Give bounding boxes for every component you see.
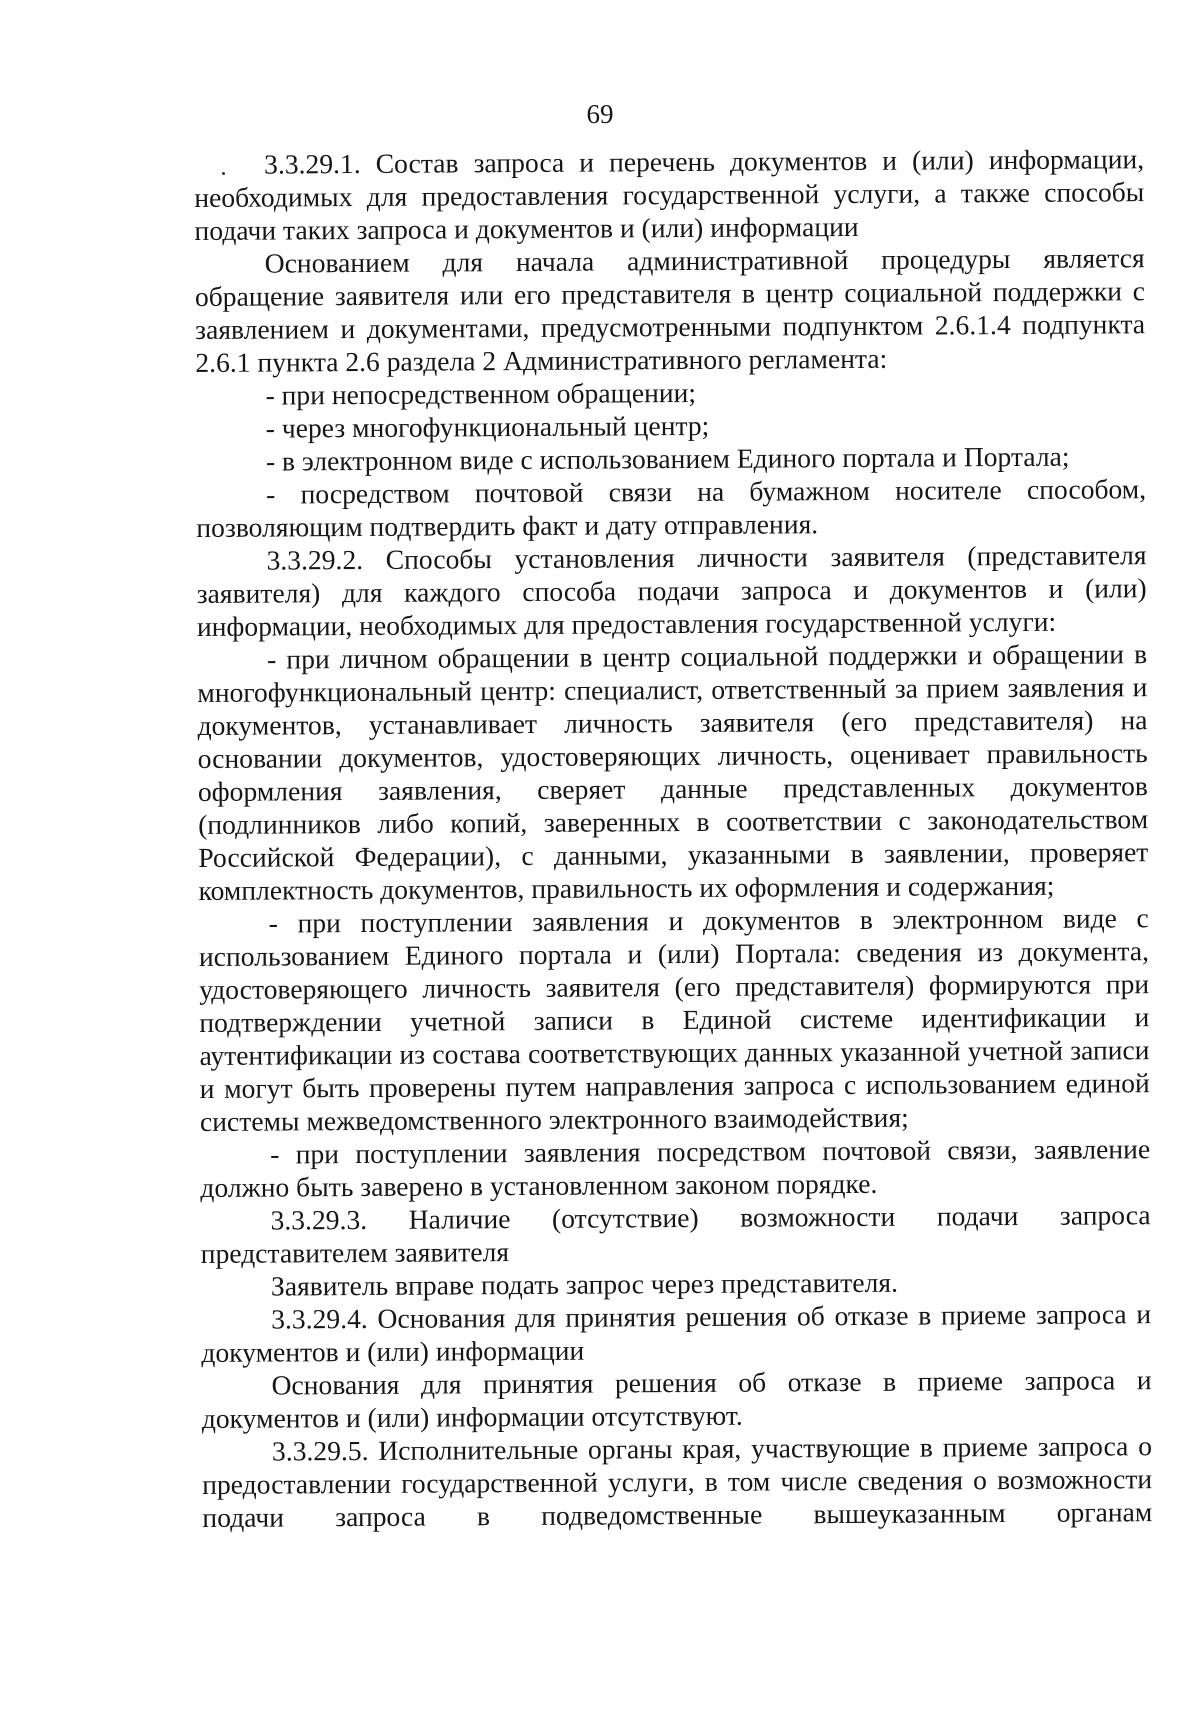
list-item-direct-appeal: - при непосредственном обращении; (265, 376, 697, 411)
list-item-mfc: - через многофункциональный центр; (265, 409, 710, 444)
paragraph-basis: Основанием для начала административной процедуры является обращение заявителя или его представителя в центр социальной поддержки с заявлением и документами, предусмотренными подпунктом 2.6.1.4 подпункта 2.6.1 пункта 2.6 раздела 2 Административного регламента: (194, 242, 1146, 378)
list-item-electronic: - в электронном виде с использованием Единого портала и Портала; (265, 440, 1070, 477)
list-item-personal-appeal: - при личном обращении в центр социальной поддержки и обращении в многофункциональный центр: специалист, ответственный за прием заявления и документов, устанавливает личность заявителя (его представителя) на основании документов, удостоверяющих личность, оценивает правильность оформления заявления, сверяет данные представленных документов (подлинников либо копий, заверенных в соответствии с законодательством Российской Федерации), с данными, указанными в заявлении, проверяет комплектность документов, правильность их оформления и содержания; (197, 638, 1149, 906)
page-number: 69 (586, 99, 614, 129)
list-item-electronic-identification: - при поступлении заявления и документов в электронном виде с использованием Единого портала и (или) Портала: сведения из документа, удостоверяющего личность заявителя (его представителя) формируются при подтверждении учетной записи в Единой системе идентификации и аутентификации из состава соответствующих данных указанной учетной записи и могут быть проверены путем направления запроса с использованием единой системы межведомственного электронного взаимодействия; (198, 902, 1150, 1137)
section-heading-3-3-29-2: 3.3.29.2. Способы установления личности заявителя (представителя заявителя) для каждого способа подачи запроса и документов и (или) информации, необходимых для предоставления государственной услуги: (196, 539, 1147, 642)
list-item-postal: - посредством почтовой связи на бумажном носителе способом, позволяющим подтвердить факт и дату отправления. (196, 473, 1147, 543)
section-heading-3-3-29-3: 3.3.29.3. Наличие (отсутствие) возможности подачи запроса представителем заявителя (200, 1199, 1151, 1269)
paragraph-no-refusal-grounds: Основания для принятия решения об отказе в приеме запроса и документов и (или) информации отсутствуют. (201, 1364, 1152, 1434)
section-heading-3-3-29-4: 3.3.29.4. Основания для принятия решения об отказе в приеме запроса и документов и (или) информации (201, 1298, 1152, 1368)
list-item-postal-certification: - при поступлении заявления посредством почтовой связи, заявление должно быть заверено в установленном законом порядке. (200, 1133, 1151, 1203)
section-heading-3-3-29-5: 3.3.29.5. Исполнительные органы края, участвующие в приеме запроса о предоставлении государственной услуги, в том числе сведения о возможности подачи запроса в подведомственные вышеуказанным органам (202, 1430, 1153, 1533)
document-body (194, 142, 1152, 1534)
paragraph-representative: Заявитель вправе подать запрос через представителя. (270, 1266, 899, 1302)
section-heading-3-3-29-1: 3.3.29.1. Состав запроса и перечень документов и (или) информации, необходимых для предоставления государственной услуги, а также способы подачи таких запроса и документов и (или) информации (194, 143, 1145, 246)
